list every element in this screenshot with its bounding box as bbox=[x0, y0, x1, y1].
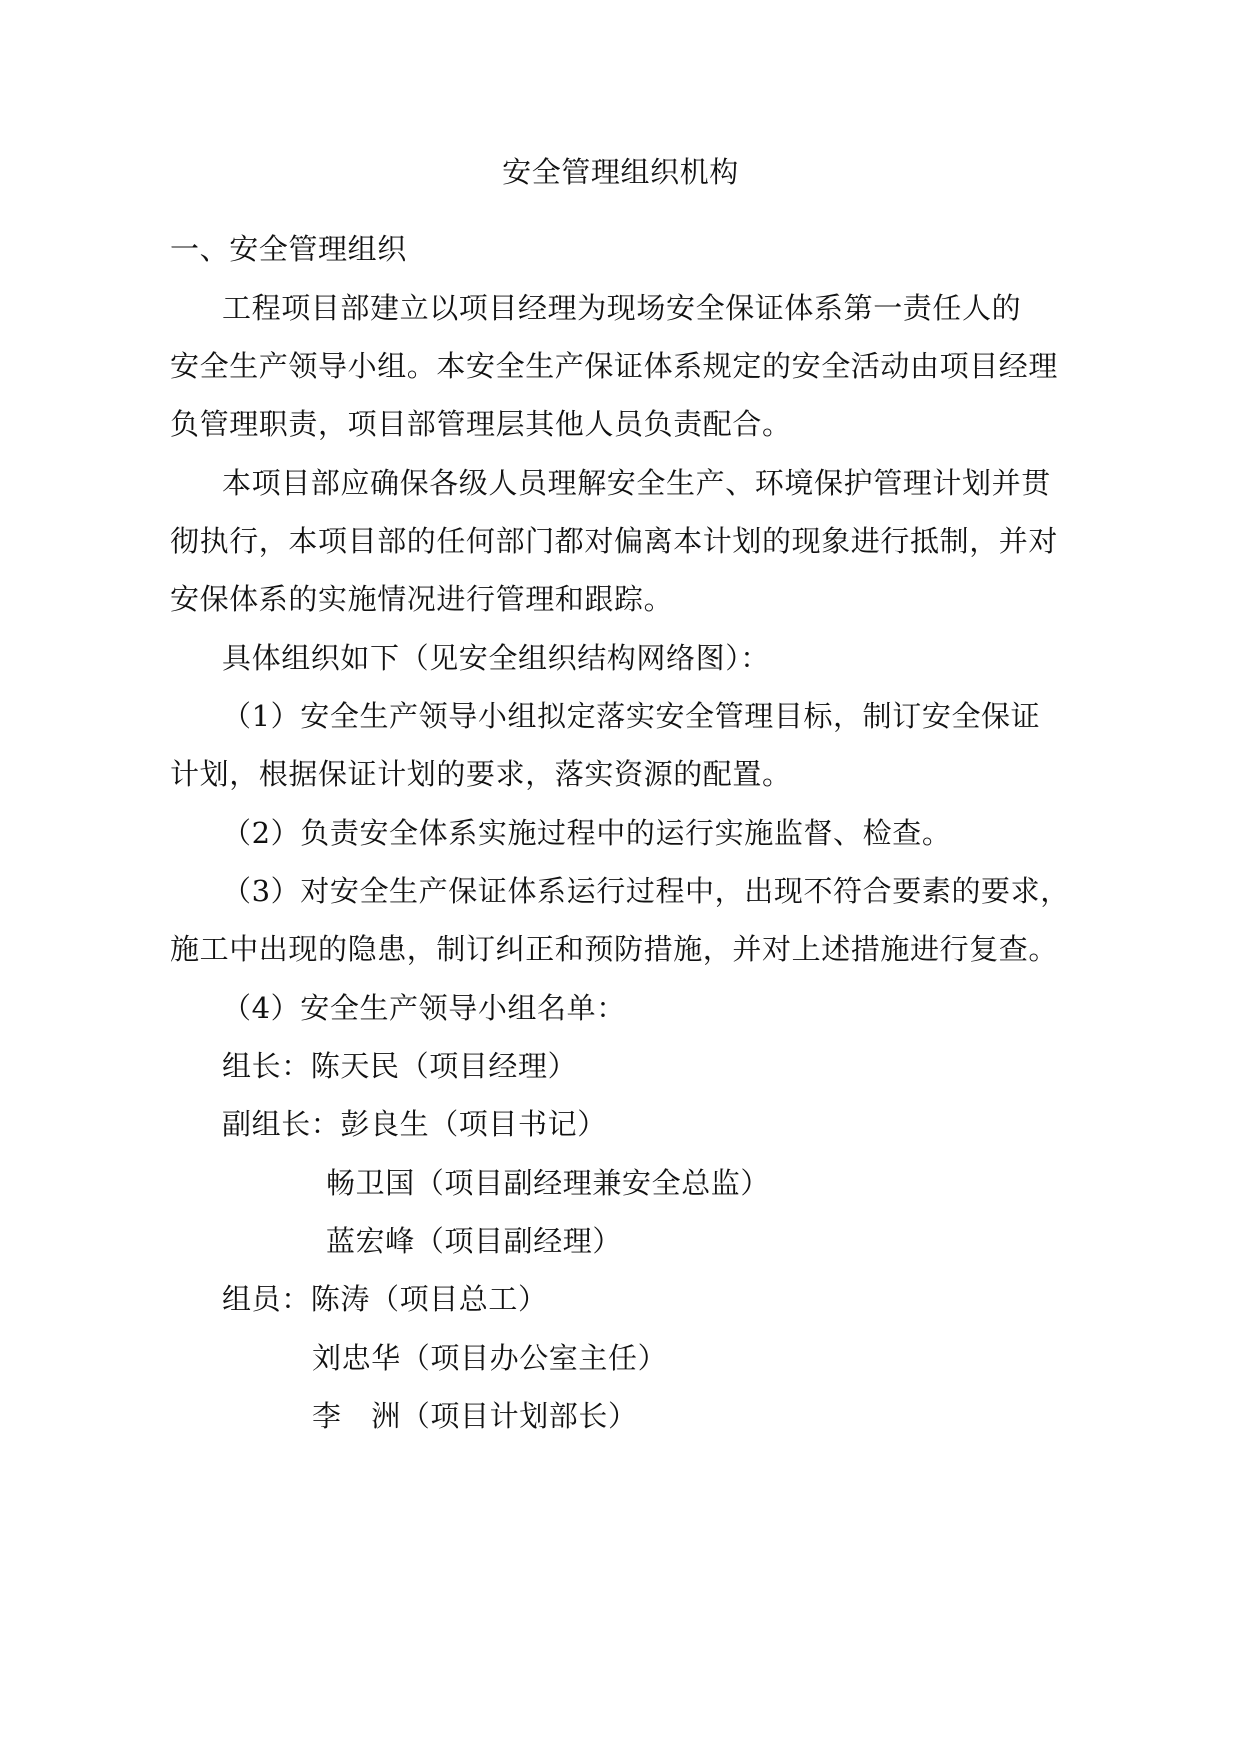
paragraph-line: 工程项目部建立以项目经理为现场安全保证体系第一责任人的 bbox=[222, 291, 1022, 325]
list-item: （1）安全生产领导小组拟定落实安全管理目标，制订安全保证 bbox=[222, 699, 1041, 733]
list-item-continued: 计划，根据保证计划的要求，落实资源的配置。 bbox=[170, 757, 792, 791]
member-line: 刘忠华（项目办公室主任） bbox=[312, 1341, 668, 1375]
member-line: 组员：陈涛（项目总工） bbox=[222, 1282, 548, 1316]
paragraph-line: 安全生产领导小组。本安全生产保证体系规定的安全活动由项目经理 bbox=[170, 349, 1059, 383]
member-line: 李 洲（项目计划部长） bbox=[312, 1399, 638, 1433]
leader-line: 组长：陈天民（项目经理） bbox=[222, 1049, 578, 1083]
paragraph-line: 负管理职责，项目部管理层其他人员负责配合。 bbox=[170, 407, 792, 441]
deputy-line: 畅卫国（项目副经理兼安全总监） bbox=[326, 1166, 771, 1200]
section-heading: 一、安全管理组织 bbox=[170, 232, 407, 266]
deputy-line: 副组长：彭良生（项目书记） bbox=[222, 1107, 607, 1141]
list-item: （2）负责安全体系实施过程中的运行实施监督、检查。 bbox=[222, 816, 952, 850]
paragraph-line: 具体组织如下（见安全组织结构网络图）： bbox=[222, 641, 770, 675]
deputy-line: 蓝宏峰（项目副经理） bbox=[326, 1224, 623, 1258]
list-item-continued: 施工中出现的隐患，制订纠正和预防措施，并对上述措施进行复查。 bbox=[170, 932, 1059, 966]
list-item: （4）安全生产领导小组名单： bbox=[222, 991, 626, 1025]
list-item: （3）对安全生产保证体系运行过程中，出现不符合要素的要求， bbox=[222, 874, 1070, 908]
paragraph-line: 安保体系的实施情况进行管理和跟踪。 bbox=[170, 582, 674, 616]
paragraph-line: 彻执行，本项目部的任何部门都对偏离本计划的现象进行抵制，并对 bbox=[170, 524, 1059, 558]
document-title: 安全管理组织机构 bbox=[502, 155, 739, 189]
paragraph-line: 本项目部应确保各级人员理解安全生产、环境保护管理计划并贯 bbox=[222, 466, 1051, 500]
